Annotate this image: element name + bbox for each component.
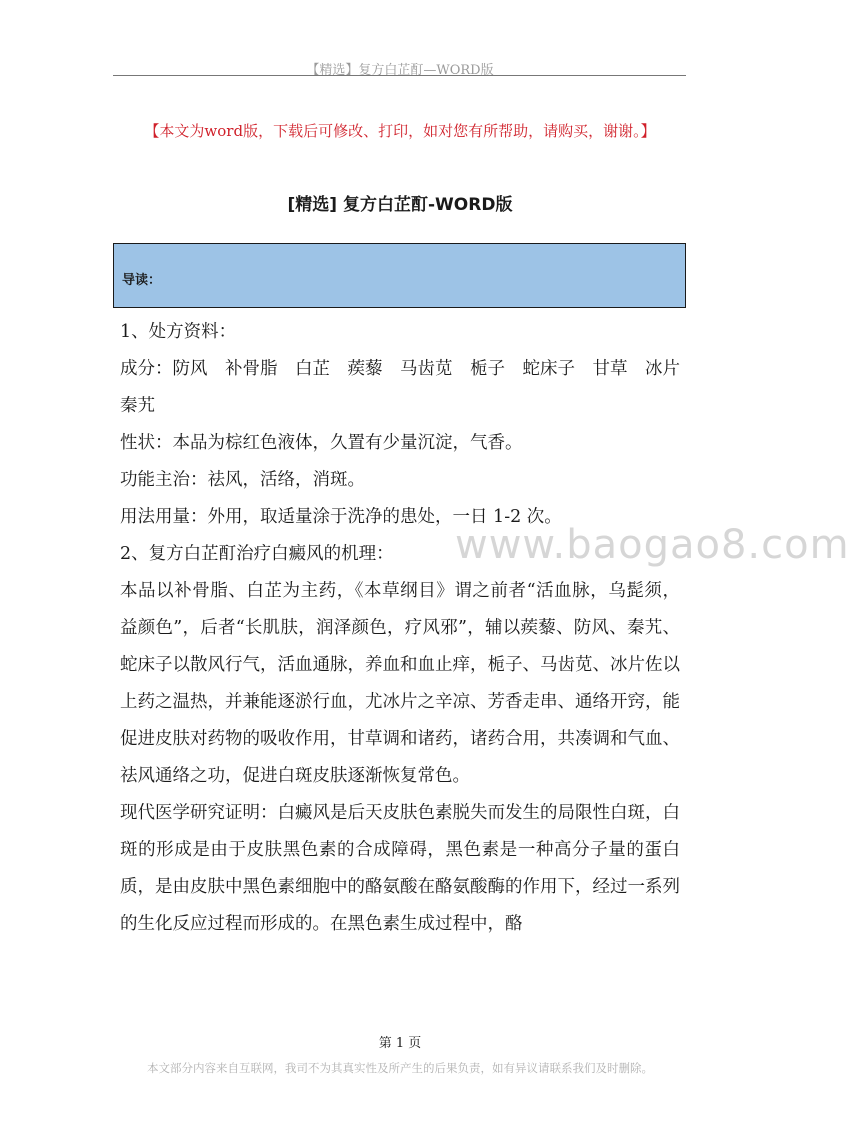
paragraph-modern-research: 现代医学研究证明：白癜风是后天皮肤色素脱失而发生的局限性白斑，白斑的形成是由于皮肤黑色素的合成障碍，黑色素是一种高分子量的蛋白质，是由皮肤中黑色素细胞中的酪氨酸在酪氨酸酶的作用下，经过一系列的生化反应过程而形成的。在黑色素生成过程中，酪 xyxy=(120,803,680,934)
header-title: 【精选】复方白芷酊—WORD版 xyxy=(306,63,494,78)
section-heading-mechanism: 2、复方白芷酊治疗白癜风的机理： xyxy=(120,544,394,564)
paragraph-properties: 性状：本品为棕红色液体，久置有少量沉淀，气香。 xyxy=(120,433,523,453)
document-title: [精选] 复方白芷酊-WORD版 xyxy=(287,195,513,215)
purchase-notice: 【本文为word版，下载后可修改、打印，如对您有所帮助，请购买，谢谢。】 xyxy=(144,122,656,140)
paragraph-mechanism: 本品以补骨脂、白芷为主药，《本草纲目》谓之前者“活血脉，乌髭须，益颜色”，后者“长肌肤，润泽颜色，疗风邪”，辅以蒺藜、防风、秦艽、蛇床子以散风行气，活血通脉，养血和血止痒，栀子、马齿苋、冰片佐以上药之温热，并兼能逐淤行血，尤冰片之辛凉、芳香走串、通络开窍，能促进皮肤对药物的吸收作用，甘草调和诸药，诸药合用，共凑调和气血、祛风通络之功，促进白斑皮肤逐渐恢复常色。 xyxy=(120,581,680,786)
header-rule xyxy=(113,75,686,76)
document-body xyxy=(120,314,698,943)
page-number: 第 1 页 xyxy=(378,1036,422,1051)
watermark: www.baogao8.com xyxy=(455,522,850,568)
paragraph-ingredients: 成分：防风 补骨脂 白芷 蒺藜 马齿苋 栀子 蛇床子 甘草 冰片 秦艽 xyxy=(120,359,698,416)
paragraph-indications: 功能主治：祛风，活络，消斑。 xyxy=(120,470,365,490)
guide-label: 导读： xyxy=(122,273,162,288)
section-heading-prescription: 1、处方资料： xyxy=(120,322,237,342)
footer-disclaimer: 本文部分内容来自互联网，我司不为其真实性及所产生的后果负责，如有异议请联系我们及时删除。 xyxy=(147,1061,653,1075)
paragraph-dosage: 用法用量：外用，取适量涂于洗净的患处，一日 1-2 次。 xyxy=(120,507,562,527)
guide-box xyxy=(113,243,686,308)
